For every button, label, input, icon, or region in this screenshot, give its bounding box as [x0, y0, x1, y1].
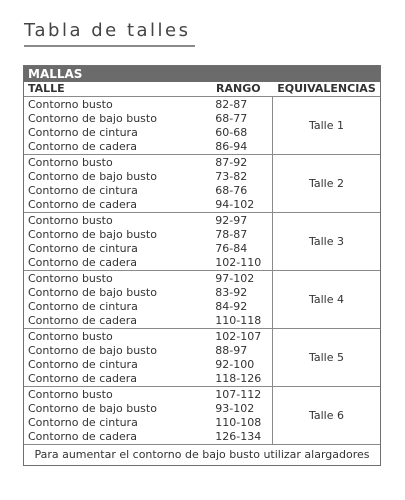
measurement-range: 94-102	[215, 198, 255, 211]
measurement-range: 126-134	[215, 430, 262, 443]
measurement-range: 110-108	[215, 416, 262, 429]
measurement-labels	[24, 155, 215, 212]
measurement-label: Contorno de cadera	[28, 430, 138, 443]
measurement-range: 68-77	[215, 112, 248, 125]
measurement-label: Contorno de cadera	[28, 140, 138, 153]
measurement-label: Contorno de bajo busto	[28, 402, 157, 415]
measurement-label: Contorno busto	[28, 388, 113, 401]
measurement-ranges	[215, 97, 272, 154]
measurement-label: Contorno de cintura	[28, 126, 138, 139]
measurement-labels	[24, 387, 215, 444]
column-header-talle: TALLE	[28, 82, 65, 95]
measurement-range: 93-102	[215, 402, 255, 415]
measurement-labels	[24, 97, 215, 154]
size-group	[24, 155, 380, 213]
measurement-ranges	[215, 213, 272, 270]
measurement-label: Contorno de bajo busto	[28, 286, 157, 299]
size-group	[24, 213, 380, 271]
measurement-range: 78-87	[215, 228, 248, 241]
measurement-range: 87-92	[215, 156, 248, 169]
equivalence-cell: Talle 5	[308, 351, 344, 364]
measurement-cell	[24, 271, 273, 328]
measurement-range: 83-92	[215, 286, 248, 299]
equivalence-cell: Talle 1	[308, 119, 344, 132]
measurement-range: 88-97	[215, 344, 248, 357]
measurement-range: 118-126	[215, 372, 262, 385]
measurement-label: Contorno busto	[28, 330, 113, 343]
measurement-range: 107-112	[215, 388, 262, 401]
measurement-range: 84-92	[215, 300, 248, 313]
measurement-label: Contorno de cadera	[28, 314, 138, 327]
size-groups	[24, 97, 380, 445]
size-group	[24, 97, 380, 155]
measurement-label: Contorno de bajo busto	[28, 228, 157, 241]
measurement-range: 102-110	[215, 256, 262, 269]
measurement-label: Contorno de bajo busto	[28, 344, 157, 357]
measurement-ranges	[215, 271, 272, 328]
measurement-label: Contorno de cadera	[28, 372, 138, 385]
size-group	[24, 387, 380, 445]
measurement-cell	[24, 329, 273, 386]
measurement-range: 110-118	[215, 314, 262, 327]
measurement-cell	[24, 213, 273, 270]
column-header-equivalencias: EQUIVALENCIAS	[277, 82, 376, 95]
measurement-label: Contorno de cintura	[28, 358, 138, 371]
measurement-label: Contorno de bajo busto	[28, 170, 157, 183]
column-header-rango: RANGO	[216, 82, 261, 95]
measurement-range: 97-102	[215, 272, 255, 285]
measurement-range: 82-87	[215, 98, 248, 111]
equivalence-cell: Talle 2	[308, 177, 344, 190]
measurement-label: Contorno de cintura	[28, 416, 138, 429]
size-group	[24, 271, 380, 329]
measurement-label: Contorno de cintura	[28, 184, 138, 197]
measurement-label: Contorno de cadera	[28, 256, 138, 269]
measurement-label: Contorno busto	[28, 214, 113, 227]
measurement-ranges	[215, 155, 272, 212]
measurement-cell	[24, 387, 273, 444]
measurement-labels	[24, 271, 215, 328]
size-table	[23, 65, 381, 466]
measurement-range: 92-97	[215, 214, 248, 227]
measurement-labels	[24, 329, 215, 386]
section-header: MALLAS	[24, 66, 380, 82]
measurement-ranges	[215, 329, 272, 386]
equivalence-cell: Talle 3	[308, 235, 344, 248]
measurement-label: Contorno de cintura	[28, 242, 138, 255]
measurement-label: Contorno busto	[28, 98, 113, 111]
measurement-range: 92-100	[215, 358, 255, 371]
measurement-range: 60-68	[215, 126, 248, 139]
equivalence-cell: Talle 6	[308, 409, 344, 422]
measurement-cell	[24, 97, 273, 154]
measurement-range: 102-107	[215, 330, 262, 343]
page-title: Tabla de talles	[24, 20, 191, 41]
equivalence-cell: Talle 4	[308, 293, 344, 306]
title-underline	[24, 45, 195, 47]
measurement-range: 73-82	[215, 170, 248, 183]
size-group	[24, 329, 380, 387]
measurement-label: Contorno de cadera	[28, 198, 138, 211]
footer-note: Para aumentar el contorno de bajo busto utilizar alargadores	[34, 448, 370, 461]
measurement-labels	[24, 213, 215, 270]
measurement-range: 68-76	[215, 184, 248, 197]
measurement-range: 76-84	[215, 242, 248, 255]
measurement-label: Contorno de cintura	[28, 300, 138, 313]
measurement-range: 86-94	[215, 140, 248, 153]
column-header-row	[24, 82, 380, 97]
measurement-label: Contorno busto	[28, 156, 113, 169]
measurement-label: Contorno busto	[28, 272, 113, 285]
measurement-ranges	[215, 387, 272, 444]
measurement-cell	[24, 155, 273, 212]
measurement-label: Contorno de bajo busto	[28, 112, 157, 125]
